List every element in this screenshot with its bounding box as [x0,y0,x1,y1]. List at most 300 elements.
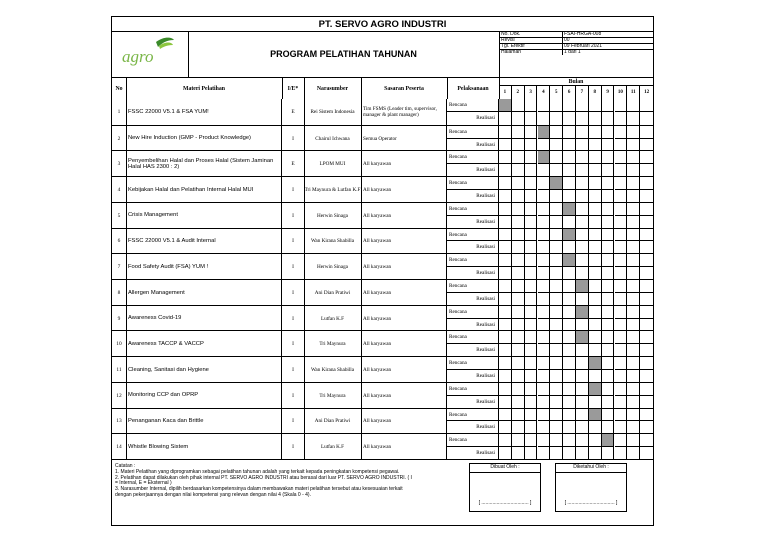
month-header: 6 [563,85,576,99]
plan-cell-month-11 [627,331,640,344]
row-rencana-label: Rencana [447,331,499,344]
row-no: 6 [112,229,127,255]
row-rencana-label: Rencana [447,229,499,242]
plan-cell-month-11 [627,306,640,319]
signature-made-by [469,463,541,512]
table-row [112,330,653,357]
row-rencana-label: Rencana [447,177,499,190]
row-sasaran: All karyawan [361,254,447,280]
row-realisasi-label: Realisasi [447,241,499,254]
row-no: 10 [112,331,127,357]
plan-cell-month-3 [525,280,538,293]
table-row [112,408,653,435]
month-header: 8 [589,85,602,99]
row-materi: Food Safety Audit (FSA) YUM ! [126,254,282,280]
plan-cell-month-3 [525,229,538,242]
plan-cell-month-1 [499,254,512,267]
plan-cell-month-1 [499,126,512,139]
row-rencana-label: Rencana [447,357,499,370]
row-ie: I [282,306,305,332]
row-materi: Kebijakan Halal dan Pelatihan Internal Halal MUI [126,177,282,203]
plan-cell-month-7 [576,254,589,267]
plan-cell-month-3 [525,409,538,422]
plan-cell-month-8 [589,409,602,422]
plan-cell-month-11 [627,151,640,164]
table-row [112,125,653,152]
row-ie: E [282,151,305,177]
plan-cell-month-11 [627,203,640,216]
plan-cell-month-10 [615,229,628,242]
row-no: 4 [112,177,127,203]
row-materi: FSSC 22000 V5.1 & FSA YUM! [126,99,282,125]
plan-cell-month-8 [589,383,602,396]
row-rencana-label: Rencana [447,203,499,216]
table-row [112,433,653,460]
plan-cell-month-10 [615,409,628,422]
plan-cell-month-2 [512,434,525,447]
logo [112,31,189,77]
plan-cell-month-3 [525,151,538,164]
plan-cell-month-4 [538,126,551,139]
plan-cell-month-6 [563,151,576,164]
plan-cell-month-4 [538,177,551,190]
plan-cell-month-6 [563,434,576,447]
company-name: PT. SERVO AGRO INDUSTRI [112,17,653,32]
realisasi-cell-month-11 [627,112,640,125]
plan-cell-month-9 [602,383,615,396]
row-sasaran: All karyawan [361,203,447,229]
plan-cell-month-8 [589,177,602,190]
plan-cell-month-12 [640,177,653,190]
known-by-label: Diketahui Oleh : [556,464,626,473]
month-header: 4 [538,85,551,99]
realisasi-cell-month-7 [576,112,589,125]
plan-cell-month-2 [512,126,525,139]
note-2: 2. Pelatihan dapat dilakukan oleh pihak internal PT. SERVO AGRO INDUSTRI atau berasal dari luar PT. SERVO AGRO INDUSTRI. ( I = Internal, E = Eksternal ) [115,474,412,487]
plan-cell-month-5 [550,357,563,370]
plan-cell-month-5 [550,409,563,422]
row-ie: I [282,357,305,383]
plan-cell-month-10 [615,151,628,164]
col-sasaran: Sasaran Peserta [361,78,448,99]
plan-cell-month-6 [563,331,576,344]
plan-cell-month-7 [576,280,589,293]
month-header: 2 [512,85,525,99]
plan-cell-month-2 [512,409,525,422]
row-sasaran: All karyawan [361,280,447,306]
row-rencana-label: Rencana [447,99,499,112]
plan-cell-month-5 [550,383,563,396]
plan-cell-month-5 [550,203,563,216]
month-header: 11 [627,85,640,99]
row-realisasi-label: Realisasi [447,190,499,203]
row-narasumber: Tri Maynura [304,383,362,409]
plan-cell-month-7 [576,99,589,112]
row-ie: I [282,177,305,203]
plan-cell-month-12 [640,331,653,344]
plan-cell-month-5 [550,229,563,242]
plan-cell-month-2 [512,254,525,267]
meta-label: No. Dok. [501,31,563,37]
plan-cell-month-7 [576,434,589,447]
month-header: 5 [550,85,563,99]
row-materi: FSSC 22000 V5.1 & Audit Internal [126,229,282,255]
row-narasumber: Tri Maynura [304,331,362,357]
row-no: 9 [112,306,127,332]
known-by-placeholder: [ .................................. ] [564,500,618,507]
table-row [112,176,653,203]
table-row [112,253,653,280]
document-meta [499,31,654,77]
row-ie: I [282,434,305,460]
plan-cell-month-4 [538,254,551,267]
row-ie: I [282,229,305,255]
plan-cell-month-3 [525,434,538,447]
plan-cell-month-5 [550,434,563,447]
row-realisasi-label: Realisasi [447,447,499,460]
row-realisasi-label: Realisasi [447,421,499,434]
plan-cell-month-9 [602,151,615,164]
plan-cell-month-2 [512,357,525,370]
plan-cell-month-8 [589,126,602,139]
notes [115,464,415,499]
row-realisasi-label: Realisasi [447,267,499,280]
plan-cell-month-2 [512,331,525,344]
row-materi: Cleaning, Sanitasi dan Hygiene [126,357,282,383]
plan-cell-month-12 [640,306,653,319]
realisasi-cell-month-9 [602,112,615,125]
plan-cell-month-4 [538,229,551,242]
plan-cell-month-1 [499,434,512,447]
col-narasumber: Narasumber [304,78,362,99]
plan-cell-month-11 [627,99,640,112]
plan-cell-month-9 [602,434,615,447]
row-no: 11 [112,357,127,383]
row-no: 8 [112,280,127,306]
row-ie: I [282,383,305,409]
plan-cell-month-12 [640,280,653,293]
row-sasaran: All karyawan [361,177,447,203]
plan-cell-month-4 [538,409,551,422]
col-materi: Materi Pelatihan [126,78,283,99]
plan-cell-month-2 [512,383,525,396]
plan-cell-month-11 [627,280,640,293]
plan-cell-month-2 [512,99,525,112]
logo-text: agro [122,47,154,66]
plan-cell-month-2 [512,177,525,190]
row-narasumber: Herwin Sinaga [304,254,362,280]
row-ie: I [282,254,305,280]
made-by-label: Dibuat Oleh : [470,464,540,473]
row-rencana-label: Rencana [447,151,499,164]
plan-cell-month-7 [576,357,589,370]
plan-cell-month-4 [538,383,551,396]
row-materi: Penyembelihan Halal dan Proses Halal (Sistem Jaminan Halal HAS 2300 : 2) [126,151,282,177]
row-sasaran: Tim FSMS (Leader tim, supervisor, manager & plant manager) [361,99,447,125]
row-rencana-label: Rencana [447,126,499,139]
plan-cell-month-7 [576,331,589,344]
row-sasaran: All karyawan [361,383,447,409]
row-sasaran: All karyawan [361,409,447,435]
table-row [112,356,653,383]
plan-cell-month-11 [627,126,640,139]
row-realisasi-label: Realisasi [447,139,499,152]
plan-cell-month-9 [602,177,615,190]
page-title: PROGRAM PELATIHAN TAHUNAN [270,49,417,59]
plan-cell-month-7 [576,409,589,422]
plan-cell-month-3 [525,254,538,267]
row-narasumber: LPOM MUI [304,151,362,177]
row-rencana-label: Rencana [447,306,499,319]
realisasi-cell-month-12 [640,112,653,125]
plan-cell-month-1 [499,331,512,344]
plan-cell-month-9 [602,203,615,216]
plan-cell-month-6 [563,306,576,319]
plan-cell-month-5 [550,99,563,112]
row-ie: I [282,331,305,357]
row-no: 5 [112,203,127,229]
plan-cell-month-10 [615,357,628,370]
plan-cell-month-5 [550,126,563,139]
plan-cell-month-12 [640,409,653,422]
plan-cell-month-6 [563,280,576,293]
row-rencana-label: Rencana [447,434,499,447]
plan-cell-month-8 [589,254,602,267]
plan-cell-month-6 [563,126,576,139]
row-ie: I [282,409,305,435]
signature-known-by [555,463,627,512]
row-no: 14 [112,434,127,460]
plan-cell-month-4 [538,306,551,319]
note-1: 1. Materi Pelatihan yang diprogramkan sebagai pelatihan tahunan adalah yang terkait kepada peningkatan kompetensi pegawai. [115,468,400,475]
notes-title: Catatan : [115,463,136,469]
meta-value: 00 [564,37,570,43]
plan-cell-month-12 [640,151,653,164]
row-ie: I [282,126,305,152]
month-header: 1 [499,85,512,99]
row-narasumber: Tri Maynura & Lutfan K.F [304,177,362,203]
plan-cell-month-10 [615,177,628,190]
plan-cell-month-1 [499,306,512,319]
plan-cell-month-6 [563,229,576,242]
row-realisasi-label: Realisasi [447,112,499,125]
plan-cell-month-12 [640,229,653,242]
footer [112,459,653,526]
plan-cell-month-7 [576,151,589,164]
row-ie: E [282,99,305,125]
plan-cell-month-12 [640,254,653,267]
row-sasaran: All karyawan [361,357,447,383]
plan-cell-month-3 [525,203,538,216]
plan-cell-month-2 [512,229,525,242]
plan-cell-month-2 [512,280,525,293]
plan-cell-month-1 [499,99,512,112]
plan-cell-month-3 [525,126,538,139]
plan-cell-month-6 [563,357,576,370]
plan-cell-month-3 [525,383,538,396]
realisasi-cell-month-6 [563,112,576,125]
plan-cell-month-11 [627,434,640,447]
plan-cell-month-11 [627,383,640,396]
plan-cell-month-1 [499,409,512,422]
plan-cell-month-11 [627,254,640,267]
col-no: No [112,78,127,99]
plan-cell-month-6 [563,409,576,422]
row-materi: Crisis Management [126,203,282,229]
row-realisasi-label: Realisasi [447,370,499,383]
realisasi-cell-month-8 [589,112,602,125]
table-header [112,77,653,100]
table-row [112,99,653,125]
table-row [112,202,653,229]
plan-cell-month-9 [602,126,615,139]
row-rencana-label: Rencana [447,409,499,422]
plan-cell-month-5 [550,331,563,344]
plan-cell-month-4 [538,434,551,447]
month-header: 3 [525,85,538,99]
plan-cell-month-10 [615,126,628,139]
plan-cell-month-8 [589,151,602,164]
plan-cell-month-8 [589,357,602,370]
plan-cell-month-11 [627,357,640,370]
plan-cell-month-1 [499,383,512,396]
plan-cell-month-7 [576,306,589,319]
row-realisasi-label: Realisasi [447,293,499,306]
plan-cell-month-11 [627,409,640,422]
row-no: 3 [112,151,127,177]
month-header: 9 [602,85,615,99]
realisasi-cell-month-5 [550,112,563,125]
plan-cell-month-10 [615,99,628,112]
plan-cell-month-1 [499,229,512,242]
row-materi: Awareness Covid-19 [126,306,282,332]
plan-cell-month-10 [615,203,628,216]
plan-cell-month-10 [615,331,628,344]
col-pelaksanaan: Pelaksanaan [447,78,500,99]
row-materi: Monitoring CCP dan OPRP [126,383,282,409]
note-3: 3. Narasumber Internal, dipilih berdasarkan kompetensinya dalam membawakan materi pelatihan tersebut atau kesesuaian terkait dengan pekerjaannya dengan nilai kompetensi yang relevan dengan nilai 4 (Skala 0 - 4). [115,486,403,498]
plan-cell-month-10 [615,254,628,267]
plan-cell-month-9 [602,409,615,422]
plan-cell-month-7 [576,177,589,190]
row-narasumber: Chairul Ichwana [304,126,362,152]
plan-cell-month-12 [640,383,653,396]
plan-cell-month-6 [563,383,576,396]
row-narasumber: Ani Dian Pratiwi [304,409,362,435]
table-row [112,305,653,332]
plan-cell-month-5 [550,177,563,190]
realisasi-cell-month-4 [538,112,551,125]
plan-cell-month-6 [563,177,576,190]
row-sasaran: All karyawan [361,229,447,255]
meta-label: Tgl. Efektif [501,43,563,49]
plan-cell-month-7 [576,383,589,396]
plan-cell-month-7 [576,203,589,216]
row-sasaran: All karyawan [361,151,447,177]
row-materi: Whistle Blowing Sistem [126,434,282,460]
row-no: 7 [112,254,127,280]
plan-cell-month-2 [512,151,525,164]
plan-cell-month-5 [550,254,563,267]
month-header: 7 [576,85,589,99]
col-ie: I/E* [282,78,305,99]
row-narasumber: Wan Kirana Shabilla [304,357,362,383]
plan-cell-month-12 [640,357,653,370]
plan-cell-month-2 [512,306,525,319]
plan-cell-month-8 [589,229,602,242]
row-rencana-label: Rencana [447,254,499,267]
realisasi-cell-month-2 [512,112,525,125]
plan-cell-month-4 [538,203,551,216]
plan-cell-month-8 [589,203,602,216]
row-materi: Penanganan Kaca dan Brittle [126,409,282,435]
plan-cell-month-1 [499,203,512,216]
meta-label: Revisi [501,37,563,43]
plan-cell-month-8 [589,434,602,447]
plan-cell-month-12 [640,99,653,112]
col-bulan: Bulan [499,78,653,86]
plan-cell-month-10 [615,434,628,447]
plan-cell-month-8 [589,280,602,293]
plan-cell-month-1 [499,357,512,370]
row-realisasi-label: Realisasi [447,396,499,409]
plan-cell-month-4 [538,357,551,370]
row-realisasi-label: Realisasi [447,319,499,332]
plan-cell-month-7 [576,229,589,242]
meta-value: 09 Februari 2021 [564,43,603,49]
plan-cell-month-4 [538,280,551,293]
realisasi-cell-month-3 [525,112,538,125]
table-row [112,279,653,306]
plan-cell-month-5 [550,280,563,293]
training-program-form [111,16,654,526]
plan-cell-month-3 [525,357,538,370]
plan-cell-month-9 [602,357,615,370]
plan-cell-month-10 [615,306,628,319]
plan-cell-month-6 [563,254,576,267]
row-sasaran: Semua Operator [361,126,447,152]
row-ie: I [282,203,305,229]
row-narasumber: Lutfan K.F [304,306,362,332]
plan-cell-month-5 [550,151,563,164]
row-sasaran: All karyawan [361,331,447,357]
plan-cell-month-9 [602,331,615,344]
plan-cell-month-3 [525,177,538,190]
plan-cell-month-8 [589,306,602,319]
table-row [112,228,653,255]
plan-cell-month-9 [602,254,615,267]
plan-cell-month-4 [538,99,551,112]
realisasi-cell-month-10 [615,112,628,125]
month-header: 12 [644,89,650,95]
plan-cell-month-12 [640,203,653,216]
plan-cell-month-12 [640,126,653,139]
plan-cell-month-9 [602,229,615,242]
plan-cell-month-11 [627,229,640,242]
row-realisasi-label: Realisasi [447,216,499,229]
meta-label: Halaman [501,49,563,55]
plan-cell-month-1 [499,280,512,293]
plan-cell-month-11 [627,177,640,190]
plan-cell-month-1 [499,177,512,190]
row-narasumber: Rei Sistem Indonesia [304,99,362,125]
plan-cell-month-1 [499,151,512,164]
plan-cell-month-9 [602,99,615,112]
row-realisasi-label: Realisasi [447,344,499,357]
plan-cell-month-10 [615,383,628,396]
row-realisasi-label: Realisasi [447,164,499,177]
made-by-placeholder: [ .................................. ] [478,500,532,507]
